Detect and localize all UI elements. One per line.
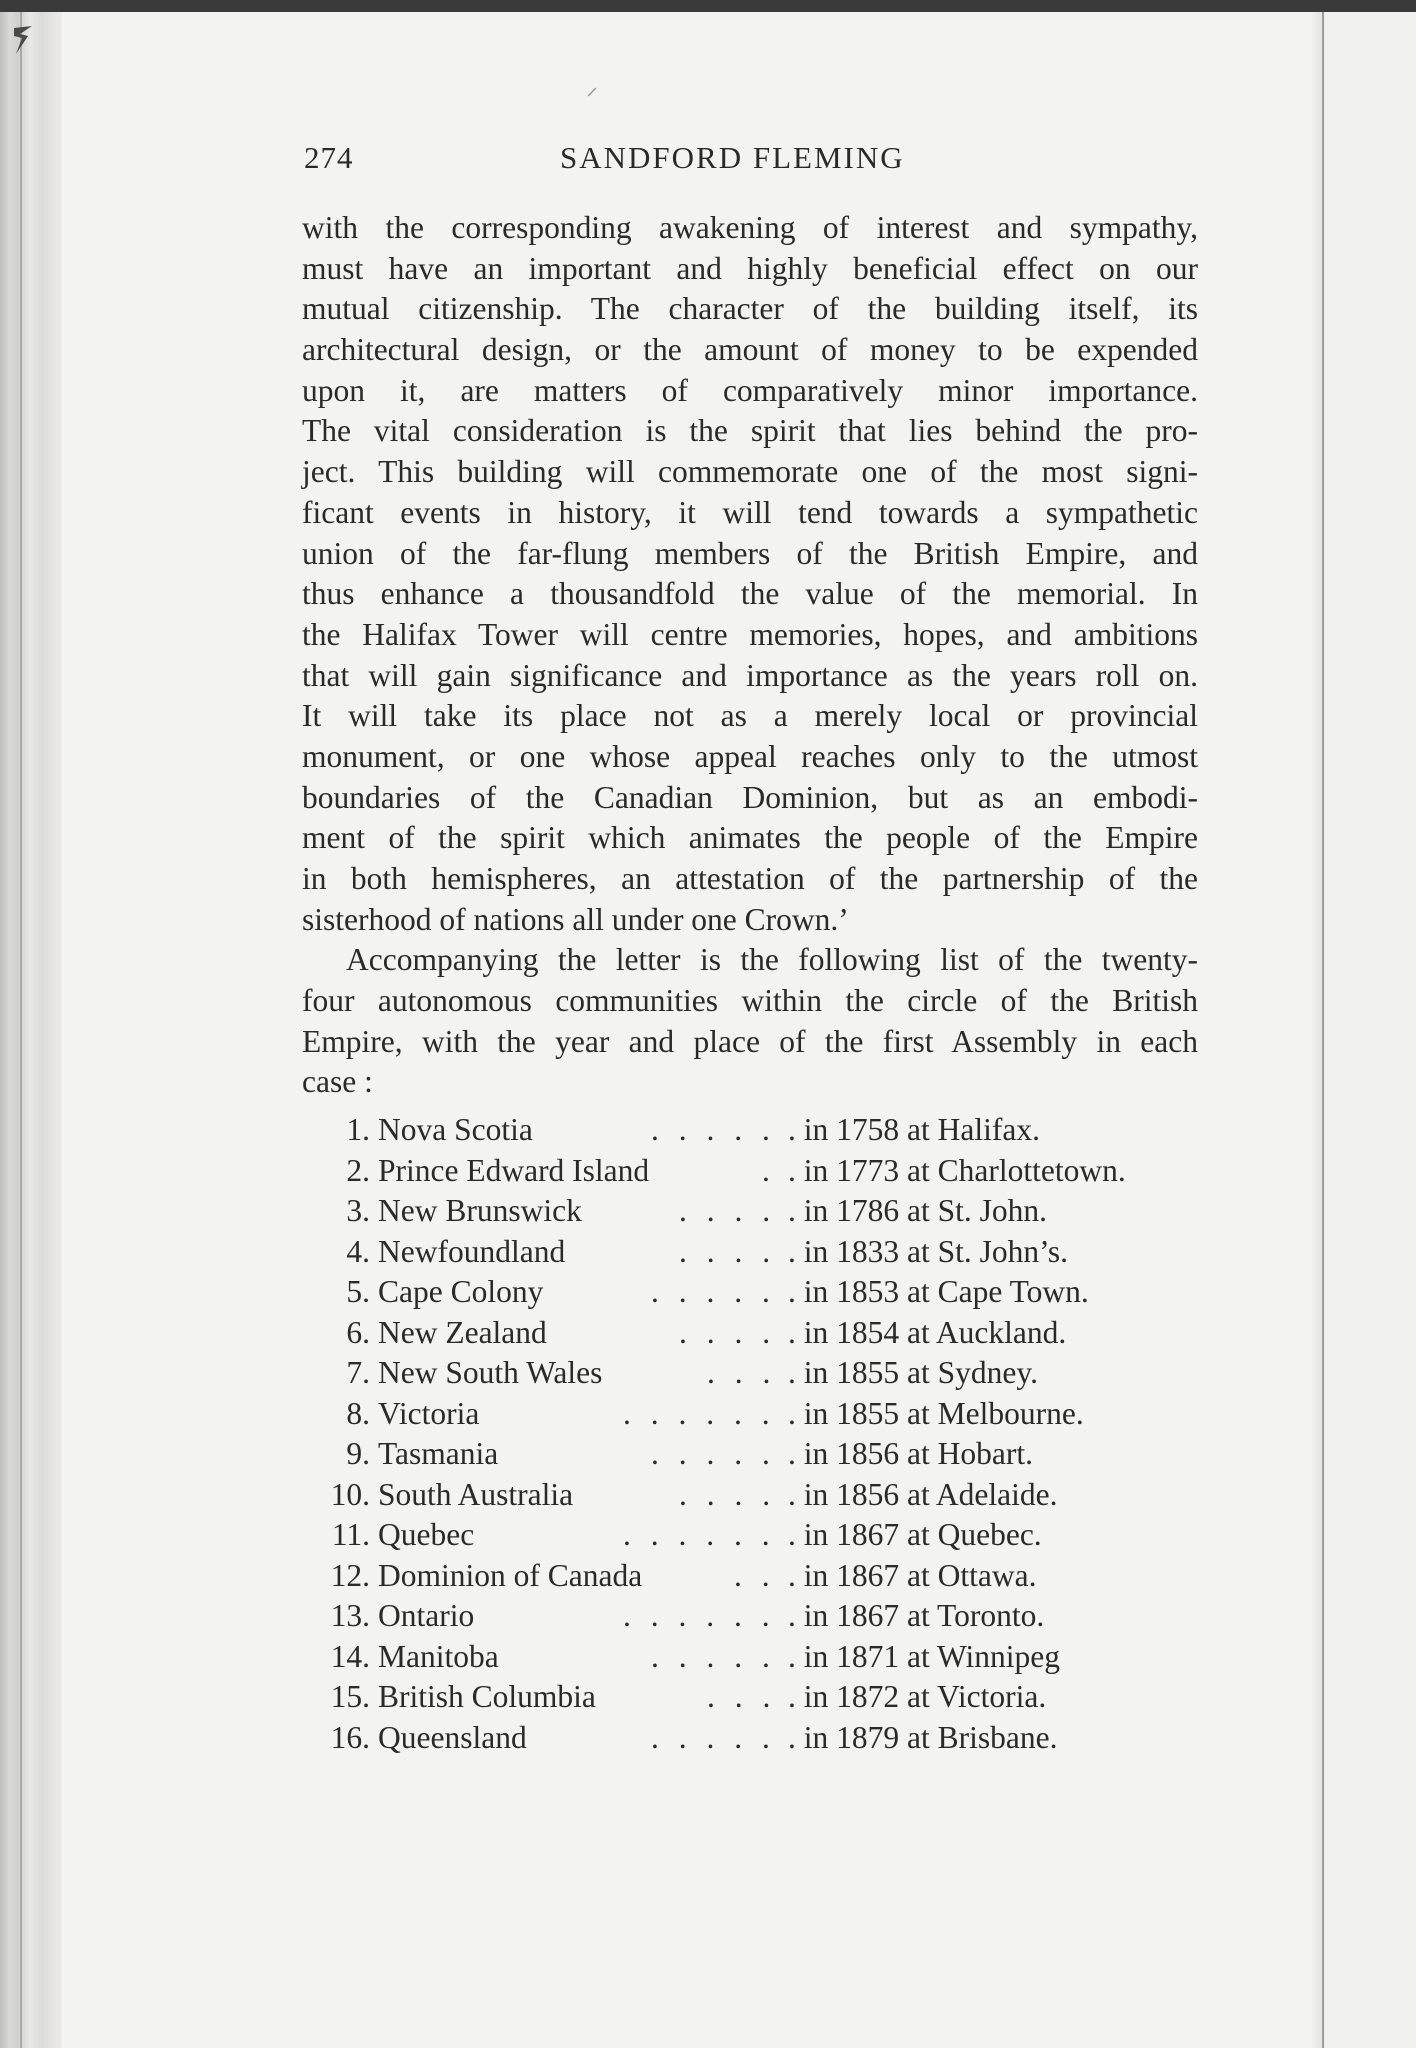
leader-dots: . . . . . . xyxy=(623,1395,776,1431)
leader-dots: . . . xyxy=(707,1679,777,1714)
list-item-number: 13. xyxy=(330,1598,370,1633)
list-item xyxy=(310,1110,1210,1151)
list-item xyxy=(310,1637,1210,1678)
text-line: Empire, with the year and place of the first Assembly in each xyxy=(302,1023,1198,1059)
list-item-detail: . in 1758 at Halifax. xyxy=(788,1112,1040,1147)
text-line: ficant events in history, it will tend towards a sympathetic xyxy=(302,494,1198,530)
list-item-number: 11. xyxy=(331,1517,370,1552)
text-line: architectural design, or the amount of money to be expended xyxy=(302,332,1198,368)
text-line: The vital consideration is the spirit that lies behind the pro- xyxy=(302,413,1198,449)
list-item-detail: . in 1854 at Auckland. xyxy=(788,1314,1067,1350)
list-item-detail: . in 1856 at Hobart. xyxy=(788,1436,1033,1471)
list-item-detail: . in 1872 at Victoria. xyxy=(788,1679,1047,1714)
list-item-name: Prince Edward Island xyxy=(378,1152,650,1188)
text-line: four autonomous communities within the circle of the British xyxy=(302,983,1198,1019)
list-item-detail: . in 1853 at Cape Town. xyxy=(788,1274,1089,1309)
pencil-mark-icon xyxy=(586,86,598,98)
text-line: ment of the spirit which animates the people of the Empire xyxy=(302,820,1198,856)
list-item-number: 7. xyxy=(346,1355,370,1390)
text-line: with the corresponding awakening of interest and sympathy, xyxy=(302,210,1198,245)
text-line: in both hemispheres, an attestation of the partnership of the xyxy=(302,861,1198,896)
leader-dots: . . . . . xyxy=(651,1638,776,1674)
text-line: It will take its place not as a merely local or provincial xyxy=(302,698,1198,734)
leader-dots: . . . . xyxy=(679,1193,777,1228)
list-item-number: 10. xyxy=(330,1476,370,1512)
list-item-detail: . in 1786 at St. John. xyxy=(788,1193,1048,1228)
list-item xyxy=(310,1191,1210,1232)
list-item-detail: . in 1871 at Winnipeg xyxy=(788,1638,1060,1674)
list-item xyxy=(310,1394,1210,1435)
list-item-name: British Columbia xyxy=(378,1679,596,1714)
text-line: mutual citizenship. The character of the building itself, its xyxy=(302,291,1198,327)
scan-top-border xyxy=(0,0,1416,12)
list-item-number: 4. xyxy=(346,1233,370,1269)
text-line: sisterhood of nations all under one Crown.’ xyxy=(302,901,849,937)
list-item-detail: . in 1773 at Charlottetown. xyxy=(788,1152,1126,1188)
list-item-name: Newfoundland xyxy=(378,1233,566,1269)
list-item-number: 8. xyxy=(346,1395,370,1431)
list-item-detail: . in 1833 at St. John’s. xyxy=(788,1233,1069,1269)
assembly-list xyxy=(310,1110,1210,1758)
list-item-name: Ontario xyxy=(378,1598,475,1633)
text-line: that will gain significance and importance as the years roll on. xyxy=(302,657,1198,693)
list-item-number: 9. xyxy=(346,1436,370,1471)
leader-dots: . . . . xyxy=(679,1233,777,1269)
list-item-number: 3. xyxy=(346,1193,370,1228)
list-item-name: Manitoba xyxy=(378,1638,499,1674)
text-line: the Halifax Tower will centre memories, hopes, and ambitions xyxy=(302,616,1198,652)
leader-dots: . xyxy=(762,1152,776,1188)
list-item-number: 2. xyxy=(346,1152,370,1188)
list-item xyxy=(310,1353,1210,1394)
page-stack-left-edge xyxy=(0,12,62,2048)
list-item xyxy=(310,1151,1210,1192)
list-item-number: 6. xyxy=(346,1314,370,1350)
list-item xyxy=(310,1556,1210,1597)
list-item xyxy=(310,1475,1210,1516)
list-item xyxy=(310,1515,1210,1556)
list-item-name: New Zealand xyxy=(378,1314,547,1350)
list-item xyxy=(310,1434,1210,1475)
list-item xyxy=(310,1272,1210,1313)
list-item-number: 5. xyxy=(346,1274,370,1309)
leader-dots: . . . . . xyxy=(651,1112,776,1147)
list-item-name: Tasmania xyxy=(378,1436,499,1471)
leader-dots: . . xyxy=(734,1557,776,1593)
list-item-name: Victoria xyxy=(378,1395,480,1431)
list-item-name: Dominion of Canada xyxy=(378,1557,643,1593)
leader-dots: . . . . . . xyxy=(623,1517,776,1552)
list-item-name: South Australia xyxy=(378,1476,574,1512)
list-item-name: Queensland xyxy=(378,1719,527,1755)
list-item-detail: . in 1855 at Sydney. xyxy=(788,1355,1038,1390)
list-item-number: 15. xyxy=(330,1679,370,1714)
list-item-name: Cape Colony xyxy=(378,1274,544,1309)
leader-dots: . . . xyxy=(707,1355,777,1390)
text-line: ject. This building will commemorate one of the most signi- xyxy=(302,454,1198,490)
list-item xyxy=(310,1596,1210,1637)
list-item xyxy=(310,1313,1210,1354)
page-number: 274 xyxy=(304,140,354,175)
list-item-name: Quebec xyxy=(378,1517,475,1552)
leader-dots: . . . . . xyxy=(651,1436,776,1471)
list-item xyxy=(310,1718,1210,1759)
list-item-detail: . in 1879 at Brisbane. xyxy=(788,1719,1058,1755)
list-item-number: 1. xyxy=(346,1112,370,1147)
leader-dots: . . . . xyxy=(679,1314,777,1350)
list-item-number: 14. xyxy=(330,1638,370,1674)
running-head xyxy=(0,140,1416,184)
list-item xyxy=(310,1232,1210,1273)
list-item-number: 16. xyxy=(330,1719,370,1755)
text-line: must have an important and highly beneficial effect on our xyxy=(302,250,1198,286)
list-item-name: New South Wales xyxy=(378,1355,603,1390)
text-line: case : xyxy=(302,1064,373,1100)
list-item-detail: . in 1867 at Toronto. xyxy=(788,1598,1045,1633)
list-item-name: Nova Scotia xyxy=(378,1112,533,1147)
list-item-detail: . in 1856 at Adelaide. xyxy=(788,1476,1058,1512)
text-line: union of the far-flung members of the British Empire, and xyxy=(302,535,1198,571)
list-item xyxy=(310,1677,1210,1718)
list-item-name: New Brunswick xyxy=(378,1193,582,1228)
leader-dots: . . . . . . xyxy=(623,1598,776,1633)
list-item-number: 12. xyxy=(330,1557,370,1593)
leader-dots: . . . . . xyxy=(651,1274,776,1309)
list-item-detail: . in 1855 at Melbourne. xyxy=(788,1395,1084,1431)
corner-ink-mark-icon xyxy=(10,24,36,64)
leader-dots: . . . . xyxy=(679,1476,777,1512)
leader-dots: . . . . . xyxy=(651,1719,776,1755)
text-line: thus enhance a thousandfold the value of the memorial. In xyxy=(302,576,1198,612)
text-line: upon it, are matters of comparatively minor importance. xyxy=(302,372,1198,408)
page-gutter-right xyxy=(1312,12,1416,2048)
text-line: Accompanying the letter is the following list of the twenty- xyxy=(346,942,1198,978)
list-item-detail: . in 1867 at Quebec. xyxy=(788,1517,1042,1552)
text-line: boundaries of the Canadian Dominion, but as an embodi- xyxy=(302,779,1198,815)
list-item-detail: . in 1867 at Ottawa. xyxy=(788,1557,1037,1593)
text-line: monument, or one whose appeal reaches only to the utmost xyxy=(302,738,1198,774)
body-text xyxy=(302,208,1198,1103)
running-title: SANDFORD FLEMING xyxy=(560,140,905,175)
